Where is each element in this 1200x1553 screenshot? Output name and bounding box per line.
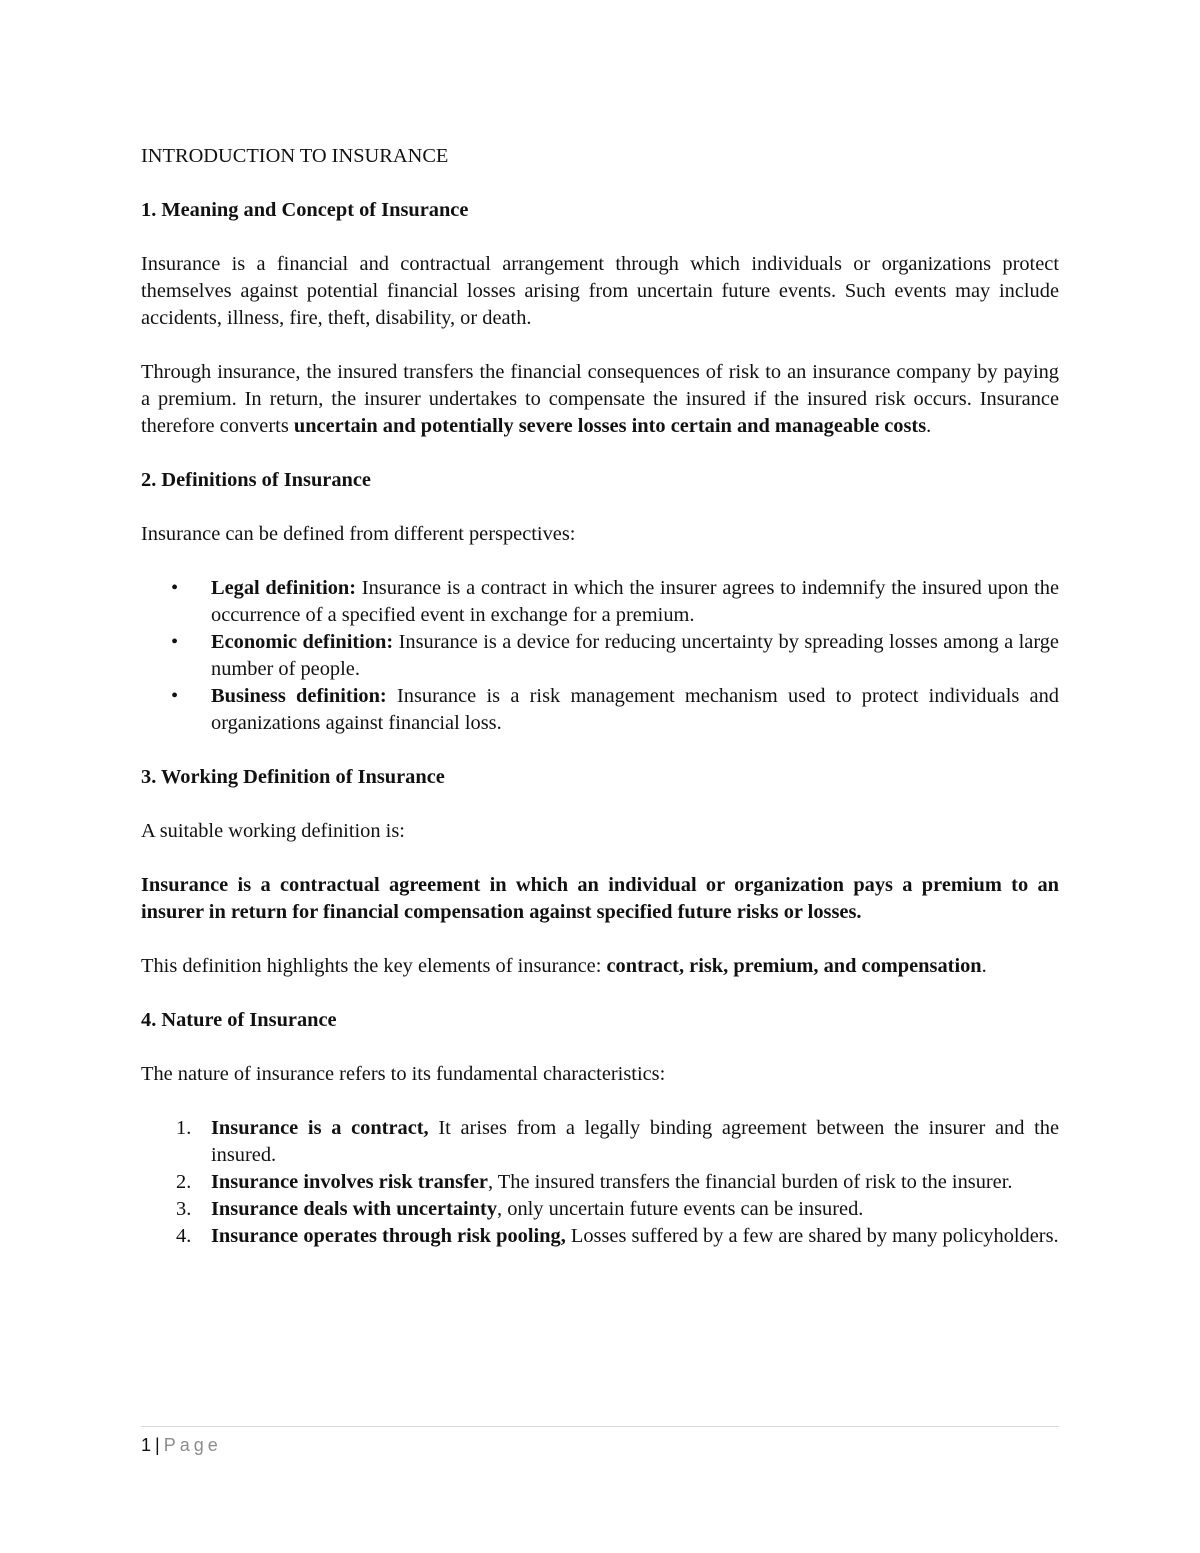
list-item [141, 683, 1059, 737]
section-4-intro: The nature of insurance refers to its fundamental characteristics: [141, 1063, 666, 1085]
section-2-heading: 2. Definitions of Insurance [141, 469, 371, 491]
list-item [141, 1223, 1059, 1250]
list-item [141, 629, 1059, 683]
definition-note [141, 953, 1059, 980]
bullet-icon: • [171, 577, 179, 599]
page-label: Page [163, 1435, 222, 1455]
list-item-text: , only uncertain future events can be insured. [497, 1198, 864, 1220]
paragraph-text: This definition highlights the key elements of insurance: [141, 955, 607, 977]
page-footer [141, 1433, 222, 1457]
paragraph-text: . [926, 415, 932, 437]
section-1-paragraph-2 [141, 359, 1059, 440]
nature-list [141, 1115, 1059, 1250]
list-item-term: Insurance involves risk transfer [211, 1171, 488, 1193]
list-item-term: Insurance deals with uncertainty [211, 1198, 498, 1220]
list-item-text: Insurance is a contract in which the insurer agrees to indemnify the insured upon the occurrence of a specified event in exchange for a premium. [211, 577, 1059, 626]
list-item [141, 575, 1059, 629]
paragraph-text: Through insurance, the insured transfers the financial consequences of risk to an insurance company by paying a premium. In return, the insurer undertakes to compensate the insured if the insured risk occurs. Insurance therefore converts [141, 361, 1059, 437]
section-4-heading: 4. Nature of Insurance [141, 1009, 337, 1031]
list-number: 2. [176, 1171, 192, 1193]
list-number: 1. [176, 1117, 192, 1139]
list-number: 4. [176, 1225, 192, 1247]
list-item-text: It arises from a legally binding agreement between the insurer and the insured. [211, 1117, 1059, 1166]
list-item-term: Insurance operates through risk pooling, [211, 1225, 566, 1247]
document-body [141, 143, 1059, 1277]
bullet-icon: • [171, 631, 179, 653]
list-item-term: Legal definition: [211, 577, 357, 599]
footer-separator: | [155, 1435, 160, 1455]
working-definition: Insurance is a contractual agreement in which an individual or organization pays a premium to an insurer in return for financial compensation against specified future risks or losses. [141, 874, 1059, 923]
footer-divider [141, 1426, 1059, 1427]
list-item [141, 1169, 1059, 1196]
list-item-term: Insurance is a contract, [211, 1117, 429, 1139]
section-3-intro: A suitable working definition is: [141, 820, 405, 842]
section-1-paragraph-1: Insurance is a financial and contractual arrangement through which individuals or organizations protect themselves against potential financial losses arising from uncertain future events. Such events may include accidents, illness, fire, theft, disability, or death. [141, 253, 1059, 329]
list-item [141, 1196, 1059, 1223]
bullet-icon: • [171, 685, 179, 707]
list-item-term: Business definition: [211, 685, 387, 707]
emphasis-text: contract, risk, premium, and compensation [606, 955, 982, 977]
section-3-heading: 3. Working Definition of Insurance [141, 766, 445, 788]
list-item-term: Economic definition: [211, 631, 394, 653]
emphasis-text: uncertain and potentially severe losses into certain and manageable costs [293, 415, 927, 437]
list-item-text: Insurance is a risk management mechanism used to protect individuals and organizations against financial loss. [211, 685, 1059, 734]
list-item [141, 1115, 1059, 1169]
paragraph-text: . [981, 955, 987, 977]
list-number: 3. [176, 1198, 192, 1220]
list-item-text: Insurance is a device for reducing uncertainty by spreading losses among a large number of people. [211, 631, 1059, 680]
section-2-intro: Insurance can be defined from different perspectives: [141, 523, 576, 545]
section-1-heading: 1. Meaning and Concept of Insurance [141, 199, 469, 221]
list-item-text: , The insured transfers the financial burden of risk to the insurer. [487, 1171, 1013, 1193]
list-item-text: Losses suffered by a few are shared by many policyholders. [565, 1225, 1059, 1247]
definitions-list [141, 575, 1059, 737]
document-title: INTRODUCTION TO INSURANCE [141, 145, 449, 167]
page-number: 1 [141, 1435, 152, 1455]
